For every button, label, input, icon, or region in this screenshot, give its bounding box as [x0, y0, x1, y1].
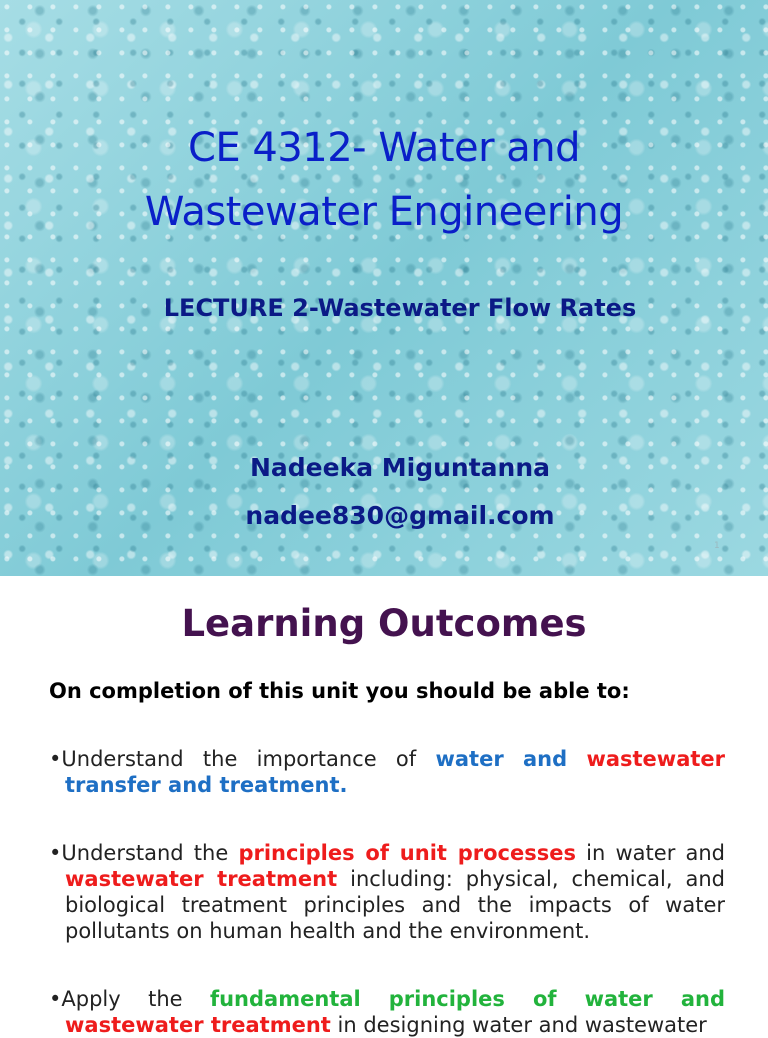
slide-heading: Learning Outcomes — [181, 602, 587, 645]
course-title — [0, 116, 768, 244]
bullet-3-prefix: •Apply the — [49, 987, 210, 1011]
outcome-bullet-3 — [49, 986, 725, 1038]
bullet-2-rest: including: physical, chemical, and biological treatment principles and the impacts of water pollutants on human health and the environment. — [65, 867, 725, 943]
intro-text: On completion of this unit you should be able to: — [49, 679, 630, 703]
bullet-1-wastewater: wastewater — [586, 747, 725, 771]
bullet-1-prefix: •Understand the importance of — [49, 747, 436, 771]
course-title-line-1: CE 4312- Water and — [187, 125, 581, 171]
bullet-2-wastewater-treatment: wastewater treatment — [65, 867, 338, 891]
author-name: Nadeeka Miguntanna — [249, 453, 551, 482]
author-block — [0, 444, 768, 540]
bullet-1-and: and — [522, 747, 568, 771]
learning-outcomes-slide — [0, 576, 768, 1037]
bullet-3-fundamental: fundamental principles of water and — [209, 987, 725, 1011]
slide-number: 1 — [714, 541, 720, 551]
bullet-1-line-2: transfer and treatment. — [65, 773, 348, 797]
bullet-2-prefix: •Understand the — [49, 841, 239, 865]
bullet-3-rest: in designing water and wastewater — [330, 1013, 707, 1037]
bullet-1-water: water — [435, 747, 504, 771]
bullet-3-wastewater-treatment: wastewater treatment — [65, 1013, 331, 1037]
bullet-2-principles: principles of unit processes — [238, 841, 576, 865]
course-title-line-2: Wastewater Engineering — [144, 189, 624, 235]
outcome-bullet-1 — [49, 746, 725, 798]
lecture-subtitle: LECTURE 2-Wastewater Flow Rates — [163, 294, 637, 322]
bullet-2-mid: in water and — [576, 841, 726, 865]
outcome-bullet-2 — [49, 840, 725, 944]
author-email: nadee830@gmail.com — [245, 501, 555, 530]
